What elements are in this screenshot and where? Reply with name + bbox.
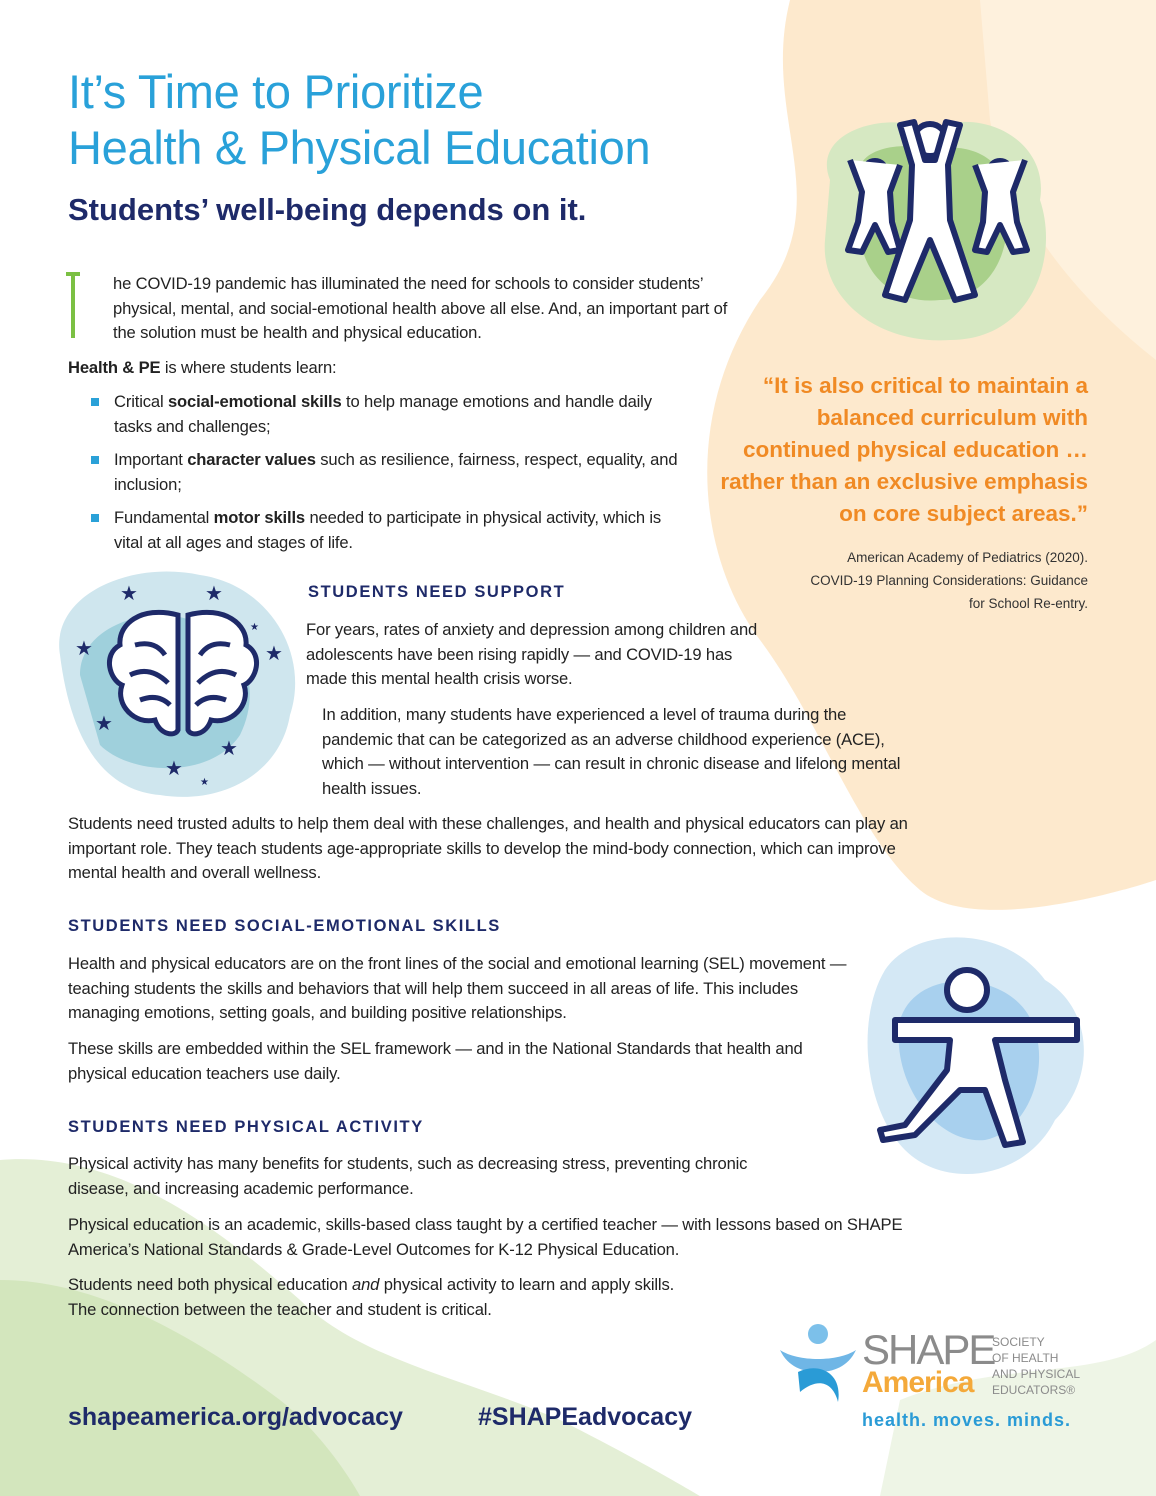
logo-america-text: America [862,1366,974,1399]
logo-tagline: health. moves. minds. [862,1410,1072,1430]
text: to help manage emotions and handle daily tasks and challenges; [114,392,652,436]
bullet-icon [91,456,99,464]
yoga-pose-icon [855,930,1095,1190]
text: Important [114,450,188,469]
support-paragraph-2: In addition, many students have experienced a level of trauma during the pandemic that can be categorized as an adverse childhood experience (ACE), which — without intervention — can result in chronic disease and lifelong mental health issues. [322,705,901,798]
text: AND PHYSICAL [992,1367,1081,1381]
svg-text:★: ★ [75,636,93,660]
shape-america-logo [778,1322,1098,1442]
learn-intro [68,356,337,381]
activity-paragraph-3 [68,1273,918,1322]
svg-text:★: ★ [220,736,238,760]
svg-text:★: ★ [265,641,283,665]
text: Students need both physical education [68,1275,352,1294]
logo-shape-text: SHAPE [862,1326,995,1373]
bold-text: social-emotional skills [167,392,342,411]
brain-icon [40,565,310,805]
section-heading-activity: STUDENTS NEED PHYSICAL ACTIVITY [68,1118,424,1136]
activity-paragraph-2: Physical education is an academic, skills-based class taught by a certified teacher — with lessons based on SHAPE America’s National Standards & Grade-Level Outcomes for K-12 Physical Education. [68,1215,903,1259]
text: needed to participate in physical activity, which is vital at all ages and stages of life. [114,508,662,552]
intro-paragraph: he COVID-19 pandemic has illuminated the need for schools to consider students’ physical, mental, and social-emotional health above all else. And, an important part of the solution must be health and physical education. [113,274,728,342]
svg-text:★: ★ [250,622,259,633]
svg-text:★: ★ [205,581,223,605]
list-item [68,506,688,555]
text: such as resilience, fairness, respect, equality, and inclusion; [114,450,678,494]
learn-list [68,390,688,564]
sel-paragraph-1: Health and physical educators are on the front lines of the social and emotional learning (SEL) movement — teaching students the skills and behaviors that will help them succeed in all areas of life. This includes managing emotions, setting goals, and building positive relationships. [68,954,847,1022]
title-line-1: It’s Time to Prioritize [68,65,484,118]
title-line-2: Health & Physical Education [68,121,651,174]
logo-figure-icon [778,1322,858,1402]
quote-citation [760,546,1088,615]
bold-text: motor skills [213,508,306,527]
citation-line: COVID-19 Planning Considerations: Guidance [810,573,1088,588]
bold-text: character values [187,450,316,469]
svg-text:★: ★ [120,581,138,605]
text: The connection between the teacher and student is critical. [68,1299,492,1319]
text: physical activity to learn and apply skills. [379,1275,675,1294]
activity-paragraph-1: Physical activity has many benefits for students, such as decreasing stress, preventing chronic disease, and increasing academic performance. [68,1154,748,1198]
citation-line: for School Re-entry. [968,596,1088,611]
emphasis: and [351,1275,380,1294]
text: OF HEALTH [992,1351,1059,1365]
hashtag: #SHAPEadvocacy [478,1403,693,1431]
family-exercise-icon [800,110,1060,350]
bullet-icon [91,514,99,522]
text: EDUCATORS® [992,1383,1076,1397]
pull-quote: “It is also critical to maintain a balanced curriculum with continued physical education … rather than an exclusive emphasis on core subject areas.” [720,373,1088,526]
learn-rest: is where students learn: [160,358,337,377]
svg-text:★: ★ [95,711,113,735]
text: SOCIETY [992,1335,1045,1349]
sel-paragraph-2: These skills are embedded within the SEL framework — and in the National Standards that health and physical education teachers use daily. [68,1039,803,1083]
dropcap [66,272,78,338]
text: Fundamental [114,508,214,527]
section-heading-support: STUDENTS NEED SUPPORT [308,583,566,601]
subtitle: Students’ well-being depends on it. [68,192,587,227]
header [68,64,650,228]
logo-society-text [992,1334,1080,1398]
support-paragraph-3: Students need trusted adults to help them deal with these challenges, and health and physical educators can play an important role. They teach students age-appropriate skills to develop the mind-body connection, which can improve mental health and overall wellness. [68,814,908,882]
section-heading-sel: STUDENTS NEED SOCIAL-EMOTIONAL SKILLS [68,917,501,935]
list-item [68,448,688,497]
bullet-icon [91,398,99,406]
text: Critical [114,392,168,411]
learn-bold: Health & PE [68,358,161,377]
advocacy-link[interactable]: shapeamerica.org/advocacy [68,1403,403,1431]
citation-line: American Academy of Pediatrics (2020). [847,550,1088,565]
list-item [68,390,688,439]
svg-text:★: ★ [165,756,183,780]
support-paragraph-1: For years, rates of anxiety and depression among children and adolescents have been rising rapidly — and COVID-19 has made this mental health crisis worse. [306,620,758,688]
svg-text:★: ★ [200,777,209,788]
